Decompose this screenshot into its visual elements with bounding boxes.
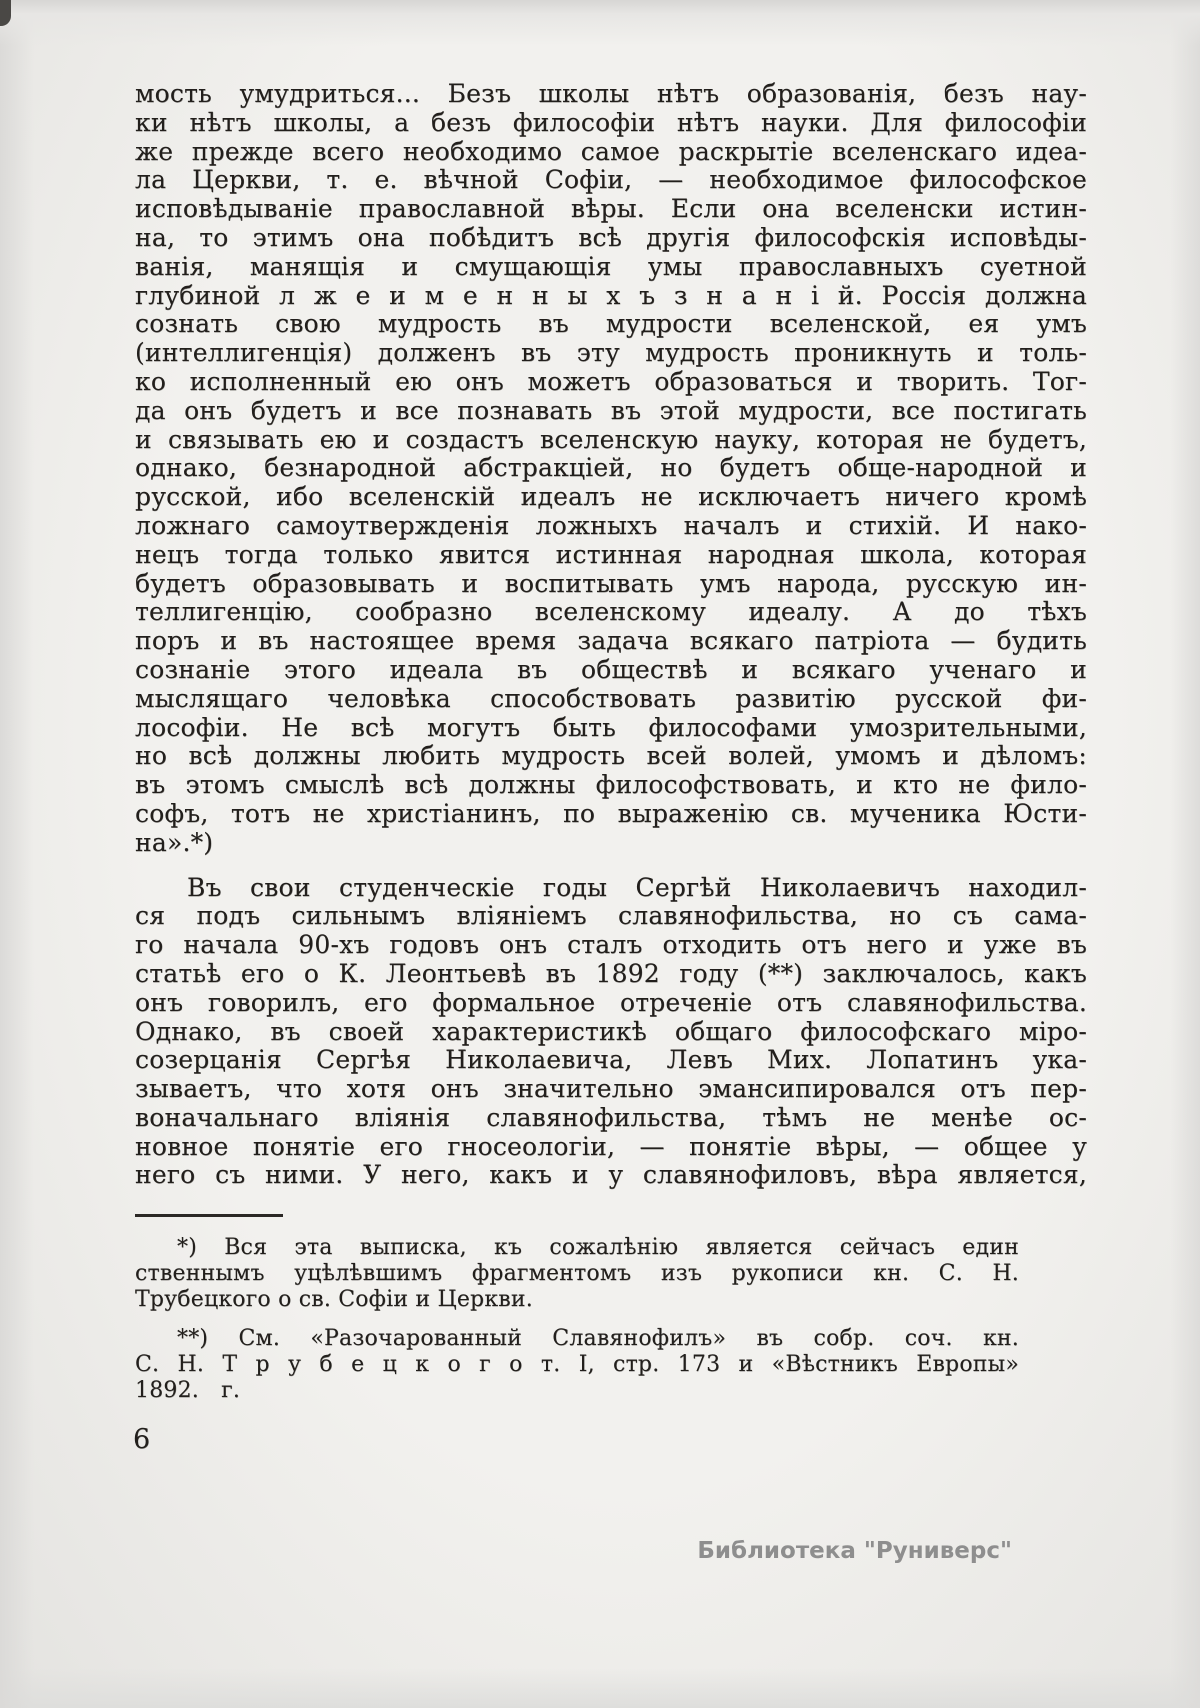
page-number: 6: [133, 1424, 151, 1455]
text-line: ложнаго самоутвержденія ложныхъ началъ и стихій. И нако-: [135, 510, 1087, 540]
text-line: Въ свои студенческіе годы Сергѣй Николаевичъ находил-: [187, 872, 1087, 902]
text-line: русской, ибо вселенскій идеалъ не исключаетъ ничего кромѣ: [135, 482, 1087, 512]
text-line: воначальнаго вліянія славянофильства, тѣмъ не менѣе ос-: [135, 1102, 1087, 1132]
text-line: однако, безнародной абстракціей, но будетъ обще-народной и: [135, 453, 1087, 483]
text-line: мыслящаго человѣка способствовать развитію русской фи-: [135, 683, 1087, 713]
footnote-line: С. Н. Т р у б е ц к о г о т. I, стр. 173 и «Вѣстникъ Европы»: [135, 1352, 1019, 1378]
text-line: на».*): [135, 827, 214, 857]
text-line: да онъ будетъ и все познавать въ этой мудрости, все постигать: [135, 395, 1087, 425]
library-watermark: Библиотека "Руниверс": [697, 1538, 1012, 1564]
text-line: но всѣ должны любить мудрость всей волей, умомъ и дѣломъ:: [135, 741, 1087, 771]
footnote-line: Трубецкого о св. Софіи и Церкви.: [135, 1287, 533, 1313]
text-line: ки нѣтъ школы, а безъ философіи нѣтъ науки. Для философіи: [135, 107, 1087, 137]
text-line: поръ и въ настоящее время задача всякаго патріота — будить: [135, 626, 1087, 656]
text-line: ко исполненный ею онъ можетъ образоваться и творить. Тог-: [135, 366, 1087, 396]
text-line: Однако, въ своей характеристикѣ общаго философскаго міро-: [135, 1016, 1087, 1046]
text-line: статьѣ его о К. Леонтьевѣ въ 1892 году (**) заключалось, какъ: [135, 958, 1087, 988]
text-line: созерцанія Сергѣя Николаевича, Левъ Мих. Лопатинъ ука-: [135, 1045, 1087, 1075]
text-line: и связывать ею и создастъ вселенскую науку, которая не будетъ,: [135, 424, 1087, 454]
footnote-line: 1892. г.: [135, 1378, 241, 1404]
paragraph-1: [135, 80, 1087, 858]
text-line: мость умудриться... Безъ школы нѣтъ образованія, безъ нау-: [135, 79, 1087, 108]
paragraph-2: [135, 874, 1087, 1191]
text-line: го начала 90-хъ годовъ онъ сталъ отходить отъ него и уже въ: [135, 930, 1087, 960]
text-line: будетъ образовывать и воспитывать умъ народа, русскую ин-: [135, 568, 1087, 598]
text-line: ла Церкви, т. е. вѣчной Софіи, — необходимое философское: [135, 165, 1087, 195]
footnote-2: [135, 1326, 1019, 1404]
text-line: онъ говорилъ, его формальное отреченіе отъ славянофильства.: [135, 987, 1087, 1017]
text-line: нецъ тогда только явится истинная народная школа, которая: [135, 539, 1087, 569]
text-line: сознаніе этого идеала въ обществѣ и всякаго ученаго и: [135, 654, 1087, 684]
text-line: же прежде всего необходимо самое раскрытіе вселенскаго идеа-: [135, 136, 1087, 166]
text-line: ся подъ сильнымъ вліяніемъ славянофильства, но съ сама-: [135, 901, 1087, 931]
text-line: сознать свою мудрость въ мудрости вселенской, ея умъ: [135, 309, 1087, 339]
text-line: исповѣдываніе православной вѣры. Если она вселенски истин-: [135, 194, 1087, 224]
footnote-divider: [135, 1214, 283, 1217]
page-content: [135, 80, 1087, 1404]
text-line: ванія, манящія и смущающія умы православныхъ суетной: [135, 251, 1087, 281]
text-line: софъ, тотъ не христіанинъ, по выраженію св. мученика Юсти-: [135, 798, 1087, 828]
text-line: теллигенцію, сообразно вселенскому идеалу. А до тѣхъ: [135, 597, 1087, 627]
text-line: на, то этимъ она побѣдитъ всѣ другія философскія исповѣды-: [135, 222, 1087, 252]
footnote-line: ственнымъ уцѣлѣвшимъ фрагментомъ изъ рукописи кн. С. Н.: [135, 1261, 1019, 1287]
footnote-line: *) Вся эта выписка, къ сожалѣнію является сейчасъ един: [177, 1235, 1019, 1261]
footnote-line: **) См. «Разочарованный Славянофилъ» въ собр. соч. кн.: [177, 1326, 1019, 1352]
text-line: лософіи. Не всѣ могутъ быть философами умозрительными,: [135, 712, 1087, 742]
footnote-1: [135, 1235, 1019, 1313]
text-line: въ этомъ смыслѣ всѣ должны философствовать, и кто не фило-: [135, 770, 1087, 800]
scan-corner-artifact: [0, 0, 11, 26]
text-line: глубиной л ж е и м е н н ы х ъ з н а н і й. Россія должна: [135, 280, 1087, 310]
text-line: зываетъ, что хотя онъ значительно эмансипировался отъ пер-: [135, 1074, 1087, 1104]
text-line: него съ ними. У него, какъ и у славянофиловъ, вѣра является,: [135, 1160, 1087, 1190]
text-line: (интеллигенція) долженъ въ эту мудрость проникнуть и толь-: [135, 338, 1087, 368]
text-line: новное понятіе его гносеологіи, — понятіе вѣры, — общее у: [135, 1131, 1087, 1161]
